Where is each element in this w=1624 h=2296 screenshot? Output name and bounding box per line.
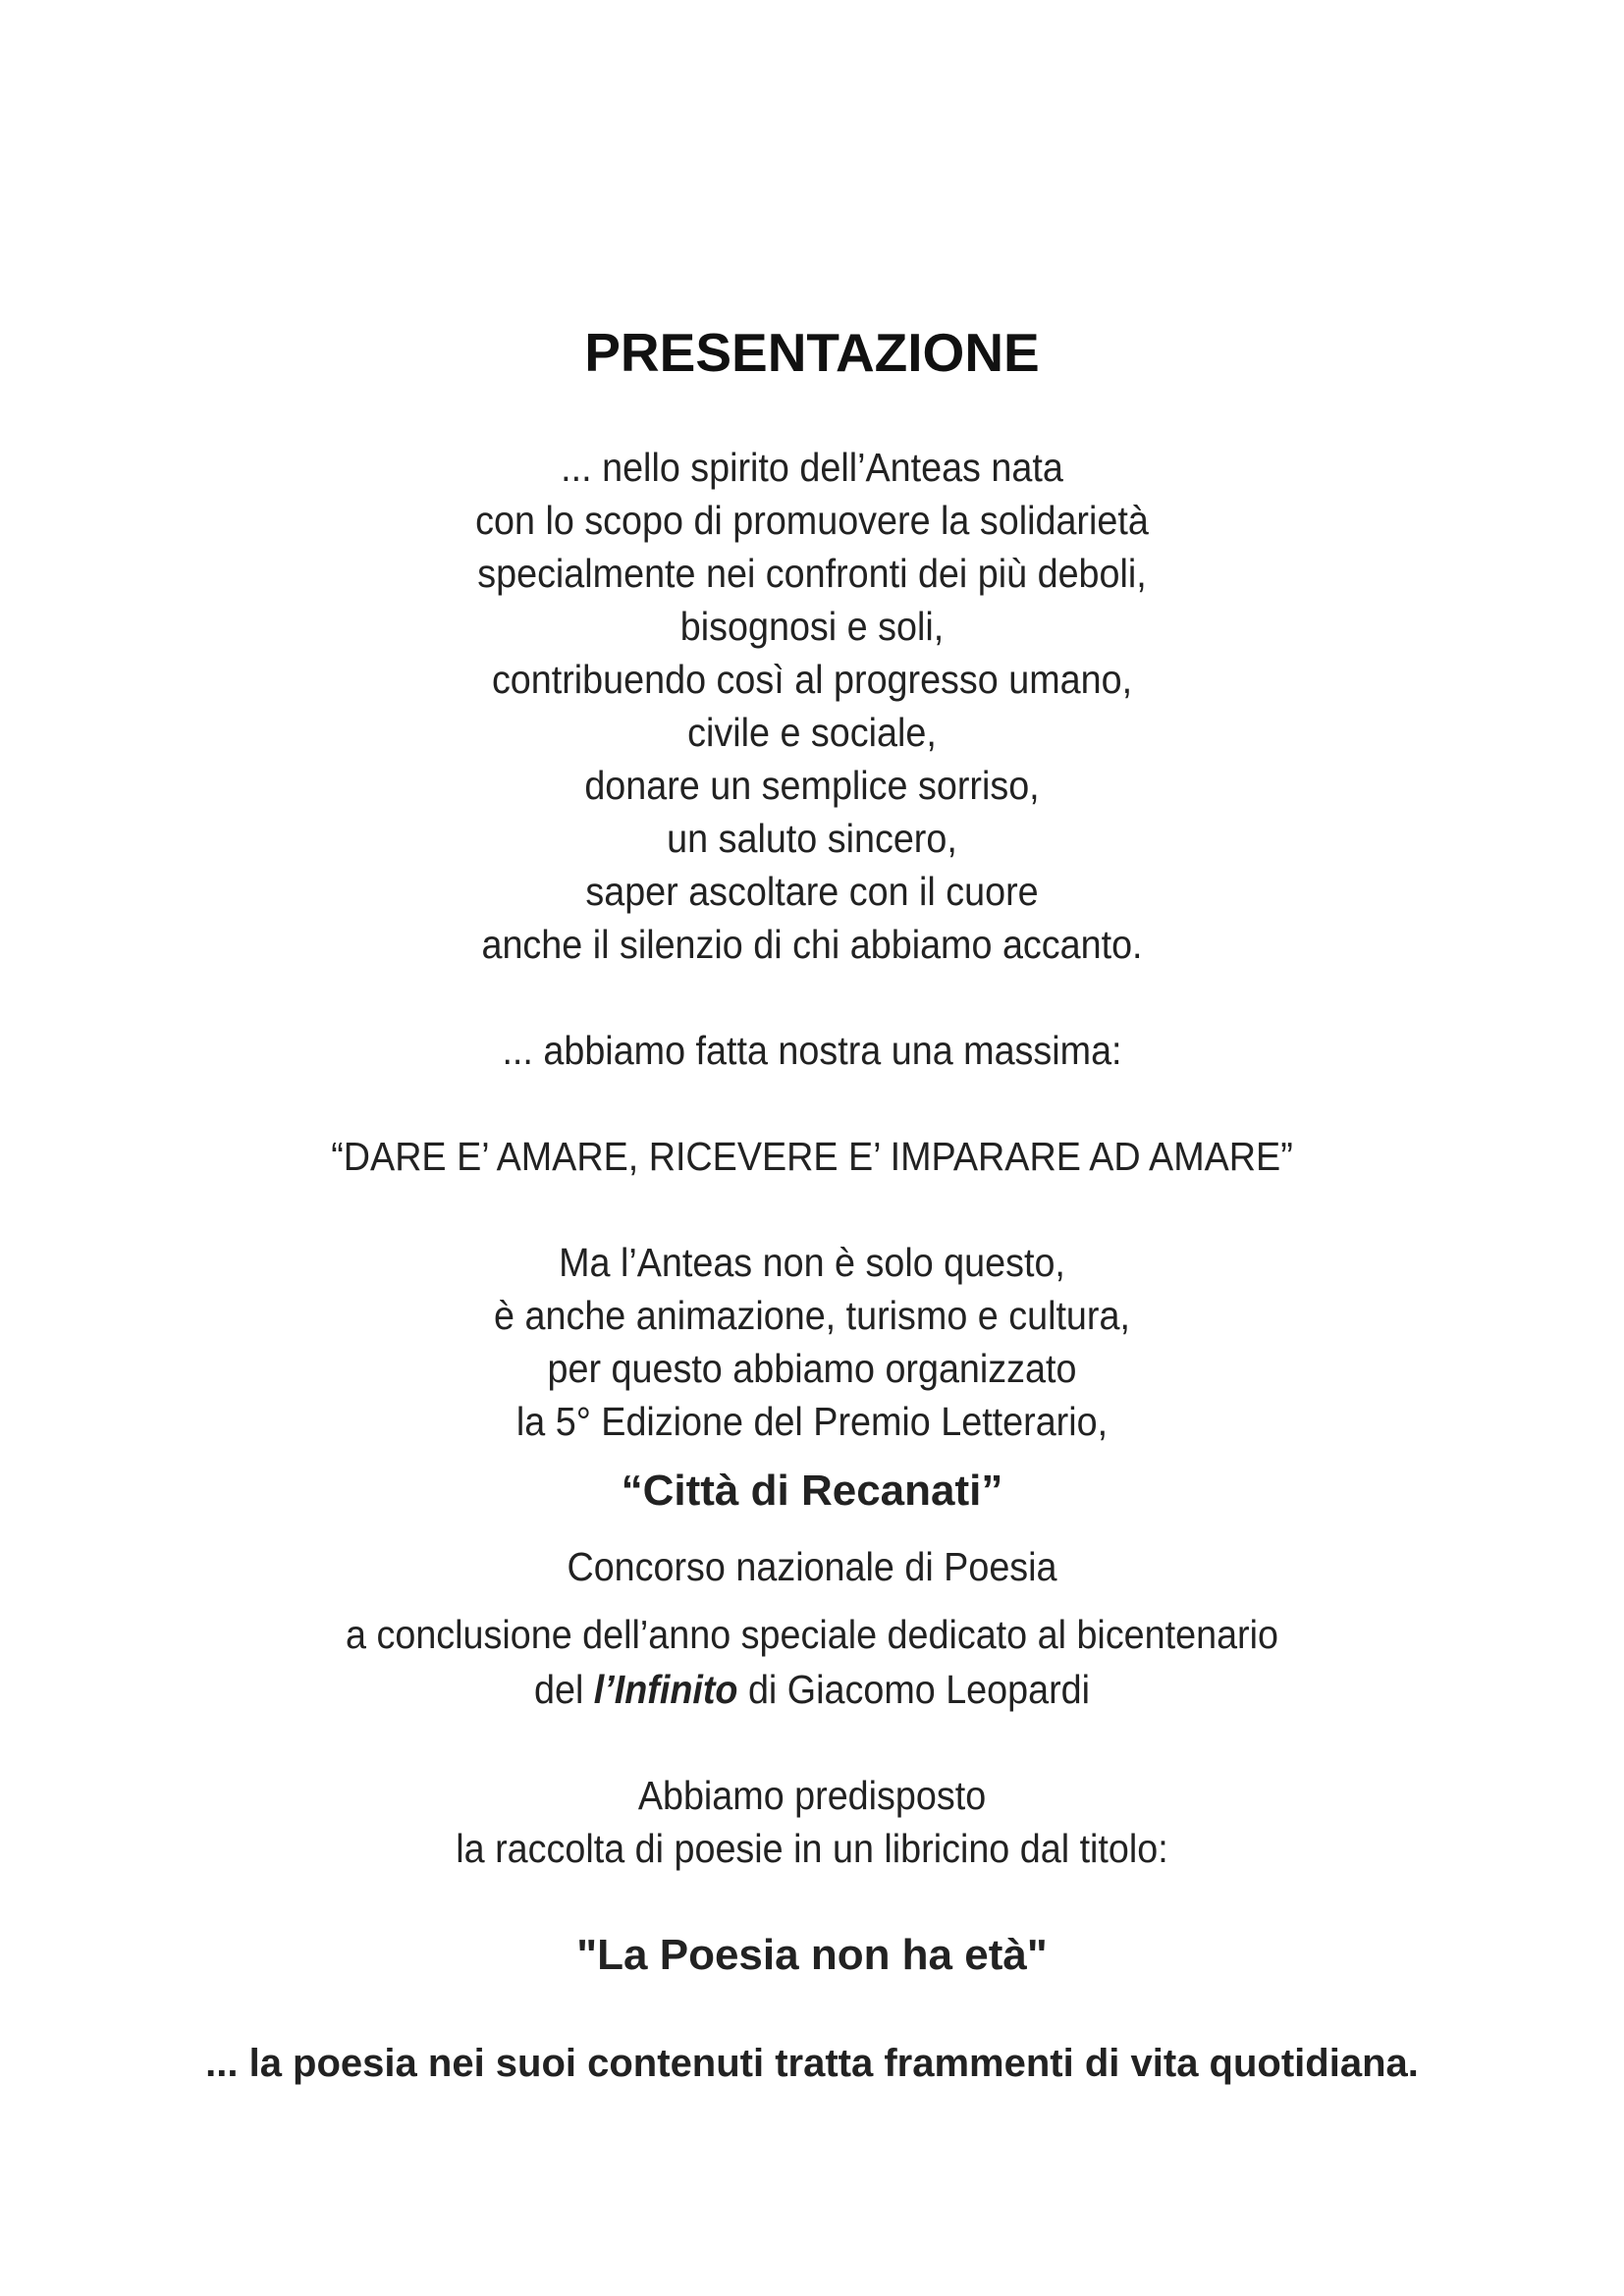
- intro-line-10: anche il silenzio di chi abbiamo accanto.: [481, 922, 1143, 967]
- intro-line-5: contribuendo così al progresso umano,: [491, 657, 1133, 702]
- intro-line-9: saper ascoltare con il cuore: [585, 869, 1039, 914]
- anteas-line-1: Ma l’Anteas non è solo questo,: [559, 1240, 1065, 1285]
- conclusion-line: a conclusione dell’anno speciale dedicato al bicentenario: [346, 1612, 1278, 1657]
- intro-line-6: civile e sociale,: [687, 710, 937, 755]
- intro-line-2: con lo scopo di promuovere la solidarietà: [475, 498, 1149, 543]
- closing-line: ... la poesia nei suoi contenuti tratta frammenti di vita quotidiana.: [205, 2042, 1419, 2085]
- leopardi-line: [65, 1667, 1559, 1712]
- contest-line: Concorso nazionale di Poesia: [567, 1544, 1057, 1589]
- anteas-line-3: per questo abbiamo organizzato: [547, 1346, 1077, 1391]
- intro-line-4: bisognosi e soli,: [679, 604, 945, 649]
- anteas-line-2: è anche animazione, turismo e cultura,: [494, 1293, 1130, 1338]
- intro-line-3: specialmente nei confronti dei più deboli,: [477, 551, 1147, 596]
- collection-line-1: Abbiamo predisposto: [637, 1773, 987, 1818]
- maxim-quote: “DARE E’ AMARE, RICEVERE E’ IMPARARE AD AMARE”: [331, 1134, 1293, 1179]
- maxim-intro: ... abbiamo fatta nostra una massima:: [502, 1028, 1122, 1073]
- book-title: "La Poesia non ha età": [576, 1931, 1048, 1979]
- collection-line-2: la raccolta di poesie in un libricino dal titolo:: [456, 1826, 1168, 1871]
- intro-line-7: donare un semplice sorriso,: [584, 763, 1040, 808]
- intro-line-1: ... nello spirito dell’Anteas nata: [561, 445, 1063, 490]
- page-title: PRESENTAZIONE: [584, 322, 1040, 383]
- infinito-work-title: l’Infinito: [593, 1667, 738, 1712]
- prize-name: “Città di Recanati”: [621, 1467, 1003, 1515]
- intro-line-8: un saluto sincero,: [667, 816, 957, 861]
- leopardi-line-pre: del: [533, 1667, 594, 1712]
- anteas-line-4: la 5° Edizione del Premio Letterario,: [515, 1399, 1109, 1444]
- leopardi-line-post: di Giacomo Leopardi: [737, 1667, 1091, 1712]
